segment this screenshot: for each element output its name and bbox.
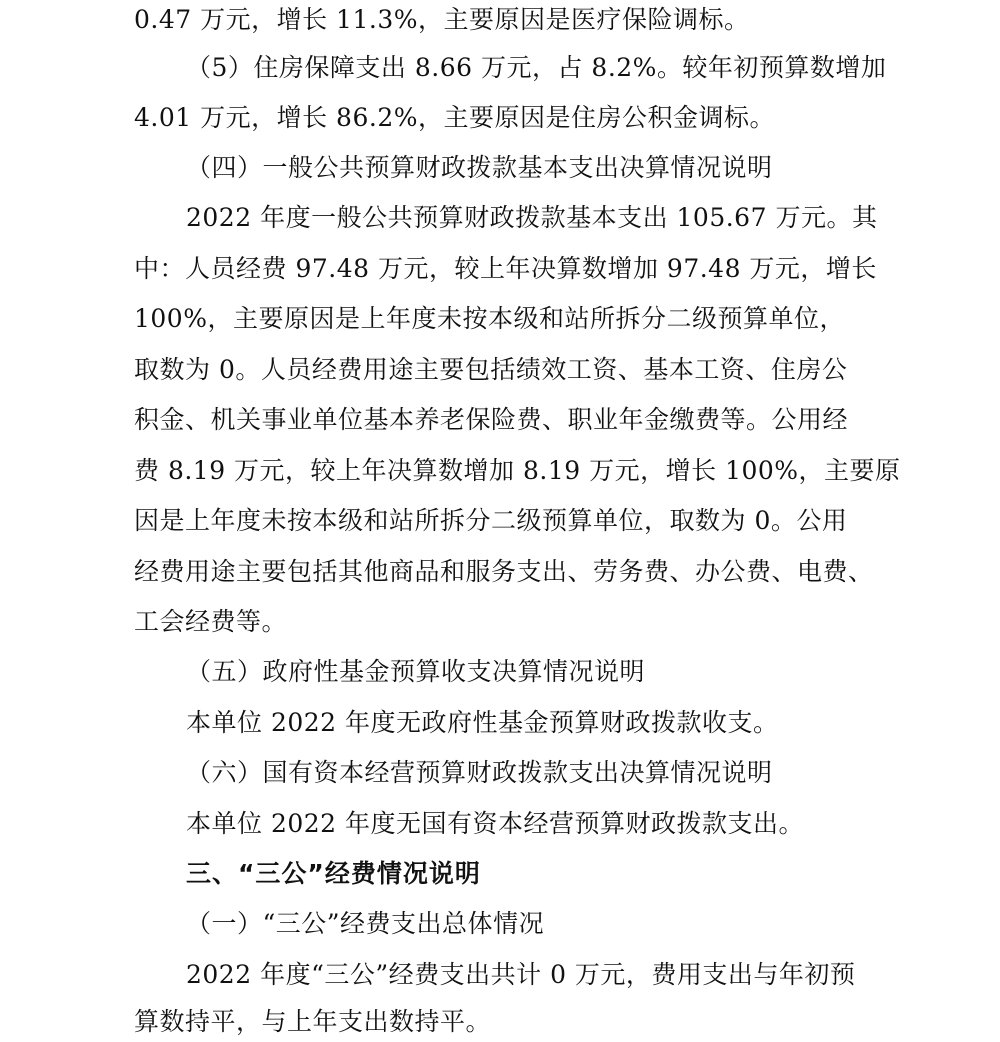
paragraph-line: 取数为 0。人员经费用途主要包括绩效工资、基本工资、住房公 [134, 355, 848, 384]
paragraph-line: 算数持平，与上年支出数持平。 [134, 1007, 492, 1036]
paragraph-line: 2022 年度“三公”经费支出共计 0 万元，费用支出与年初预 [186, 960, 856, 989]
paragraph-line: 2022 年度一般公共预算财政拨款基本支出 105.67 万元。其 [186, 203, 878, 232]
paragraph-line: 积金、机关事业单位基本养老保险费、职业年金缴费等。公用经 [134, 405, 849, 434]
paragraph-line: 经费用途主要包括其他商品和服务支出、劳务费、办公费、电费、 [134, 557, 874, 586]
chapter-heading-3: 三、“三公”经费情况说明 [186, 859, 481, 888]
paragraph-line: 本单位 2022 年度无政府性基金预算财政拨款收支。 [186, 708, 779, 737]
numbered-item-housing: （5）住房保障支出 8.66 万元，占 8.2%。较年初预算数增加 [186, 53, 887, 82]
paragraph-line: 本单位 2022 年度无国有资本经营预算财政拨款支出。 [186, 809, 805, 838]
body-text-line: 0.47 万元，增长 11.3%，主要原因是医疗保险调标。 [134, 5, 750, 34]
subsection-heading-1: （一）“三公”经费支出总体情况 [186, 909, 545, 938]
section-heading-4: （四）一般公共预算财政拨款基本支出决算情况说明 [186, 153, 773, 182]
paragraph-line: 费 8.19 万元，较上年决算数增加 8.19 万元，增长 100%，主要原 [134, 456, 901, 485]
section-heading-6: （六）国有资本经营预算财政拨款支出决算情况说明 [186, 758, 773, 787]
paragraph-line: 100%，主要原因是上年度未按本级和站所拆分二级预算单位， [134, 304, 845, 333]
paragraph-line: 中：人员经费 97.48 万元，较上年决算数增加 97.48 万元，增长 [134, 254, 877, 283]
paragraph-line: 因是上年度未按本级和站所拆分二级预算单位，取数为 0。公用 [134, 506, 848, 535]
body-text-line: 4.01 万元，增长 86.2%，主要原因是住房公积金调标。 [134, 103, 775, 132]
paragraph-line: 工会经费等。 [134, 607, 288, 636]
section-heading-5: （五）政府性基金预算收支决算情况说明 [186, 657, 646, 686]
